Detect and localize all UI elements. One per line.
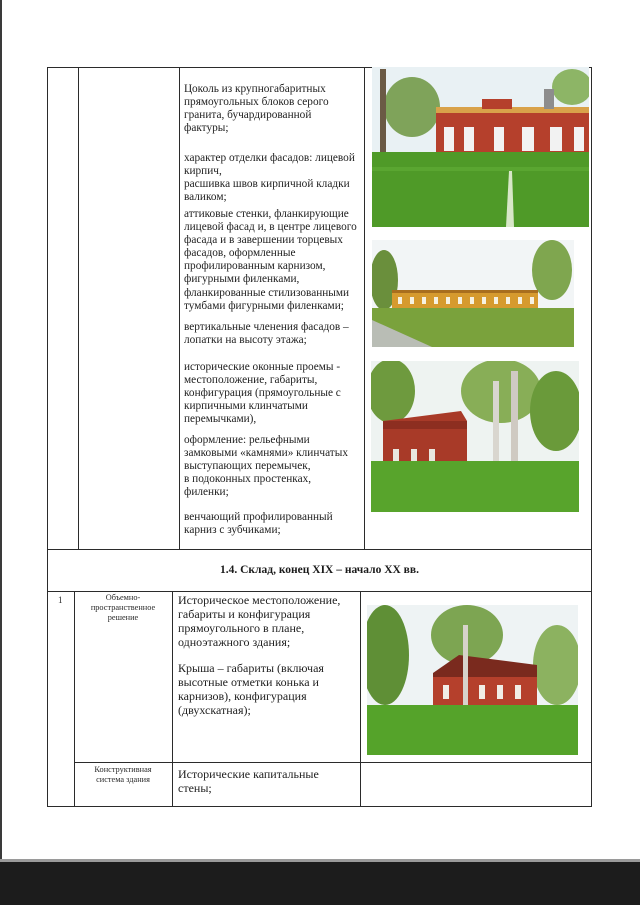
paragraph-cornice: венчающий профилированный карниз с зубчиками; xyxy=(184,511,333,537)
paragraph-facade-finish: характер отделки фасадов: лицевой кирпич, расшивка швов кирпичной кладки валиком; xyxy=(184,152,355,204)
element-structural-system: Конструктивная система здания xyxy=(94,765,152,784)
photo-red-brick-building-lawn xyxy=(372,67,589,227)
element-volume-spatial: Объемно- пространственное решение xyxy=(90,593,156,622)
paragraph-roof: Крыша – габариты (включая высотные отметки конька и карнизов), конфигурация (двухскатная); xyxy=(178,661,324,717)
paragraph-plinth: Цоколь из крупногабаритных прямоугольных блоков серого гранита, бучардированной фактуры; xyxy=(184,83,329,135)
row-number: 1 xyxy=(58,595,63,605)
paragraph-capital-walls: Исторические капитальные стены; xyxy=(178,767,319,795)
paragraph-vertical-divisions: вертикальные членения фасадов – лопатки на высоту этажа; xyxy=(184,321,349,347)
section-heading: 1.4. Склад, конец XIX – начало XX вв. xyxy=(220,564,419,576)
photo-small-brick-building-trees xyxy=(371,361,579,512)
photo-long-yellow-building xyxy=(372,240,574,347)
paragraph-decoration: оформление: рельефными замковыми «камнями» клинчатых выступающих перемычек, в подоконных простенках, филенки; xyxy=(184,434,348,499)
paragraph-location-dimensions: Историческое местоположение, габариты и конфигурация прямоугольного в плане, одноэтажного здания; xyxy=(178,593,341,649)
paragraph-window-openings: исторические оконные проемы - местоположение, габариты, конфигурация (прямоугольные с кирпичными клинчатыми перемычками), xyxy=(184,361,341,426)
paragraph-attic-walls: аттиковые стенки, фланкирующие лицевой фасад и, в центре лицевого фасада и в завершении торцевых фасадов, оформленные профилированным карнизом, фигурными филенками, фланкированные стилизованными тумбами фигурными филенками; xyxy=(184,208,357,312)
scan-bottom-edge xyxy=(0,862,640,905)
photo-warehouse-gable-roof xyxy=(367,605,578,755)
